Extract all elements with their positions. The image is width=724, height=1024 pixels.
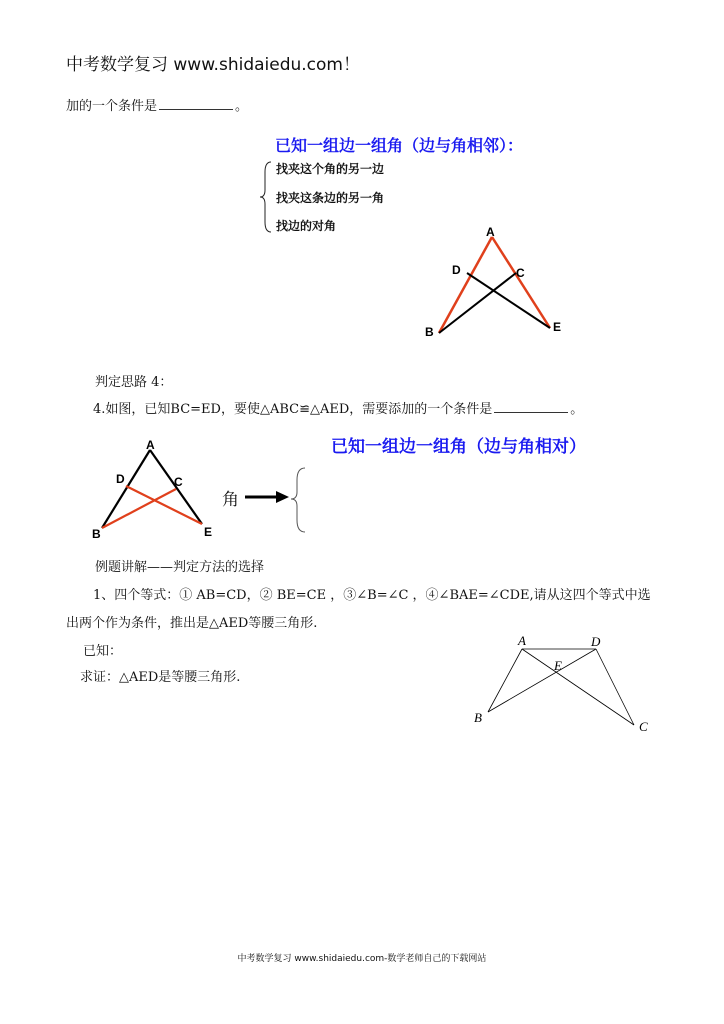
fig3-label-c: C: [639, 719, 648, 734]
section1-item-1: 找夹这个角的另一边: [276, 162, 385, 176]
q4-blank: [494, 411, 568, 413]
fig1-label-c: C: [516, 266, 525, 280]
fig3-line-ac: [522, 649, 634, 725]
page-header: 中考数学复习 www.shidaiedu.com！: [66, 55, 360, 75]
section2-title: 已知一组边一组角（边与角相对）: [331, 437, 586, 457]
fig1-line-ae: [492, 237, 550, 328]
condition-text: 加的一个条件是: [66, 99, 158, 114]
prove-statement: 求证：△AED是等腰三角形.: [80, 670, 241, 685]
fig2-label-a: A: [146, 438, 155, 452]
figure-3: [468, 630, 658, 740]
brace-icon: [289, 466, 307, 534]
section1-title: 已知一组边一组角（边与角相邻）：: [275, 136, 524, 155]
fig1-line-bc: [439, 273, 516, 333]
answer-blank: [159, 108, 233, 110]
known-label: 已知：: [83, 644, 123, 659]
fig3-line-bd: [488, 649, 596, 712]
question-4: [93, 398, 583, 417]
condition-end: 。: [235, 99, 249, 114]
fig3-label-b: B: [474, 710, 482, 725]
example-heading: 例题讲解——判定方法的选择: [95, 560, 265, 575]
fig3-label-a: A: [518, 633, 526, 648]
section1-item-2: 找夹这条边的另一角: [276, 191, 385, 205]
fig2-label-e: E: [204, 525, 213, 539]
fig2-label-d: D: [116, 472, 125, 486]
fig2-label-c: C: [174, 475, 183, 489]
page-footer: 中考数学复习 www.shidaiedu.com-数学老师自己的下载网站: [237, 954, 487, 964]
section1-item-3: 找边的对角: [276, 219, 337, 233]
fig2-line-ed: [126, 486, 202, 524]
angle-label: 角: [222, 490, 239, 510]
fig2-label-b: B: [92, 527, 101, 541]
condition-line: [66, 95, 248, 114]
q4-text: 4.如图，已知BC=ED，要使△ABC≌△AED，需要添加的一个条件是: [93, 402, 493, 417]
fig3-line-ab: [488, 649, 522, 712]
arrow-right-icon: [244, 486, 290, 506]
brace-icon: [259, 160, 273, 234]
fig1-label-d: D: [452, 263, 461, 277]
idea4-label: 判定思路 4：: [95, 375, 173, 390]
figure-1: [415, 220, 575, 345]
fig1-label-e: E: [553, 320, 562, 334]
fig1-label-b: B: [425, 325, 434, 339]
figure-2: [88, 436, 218, 544]
q4-end: 。: [570, 402, 584, 417]
example-q1-line1: 1、四个等式：① AB=CD，② BE=CE ，③∠B=∠C ，④∠BAE=∠CDE,请从这四个等式中选: [93, 588, 651, 603]
fig1-label-a: A: [486, 225, 495, 239]
fig3-label-e: E: [554, 658, 562, 673]
fig3-label-d: D: [591, 634, 601, 649]
example-q1-line2: 出两个作为条件，推出是△AED等腰三角形.: [66, 616, 318, 631]
fig3-line-dc: [596, 649, 634, 725]
